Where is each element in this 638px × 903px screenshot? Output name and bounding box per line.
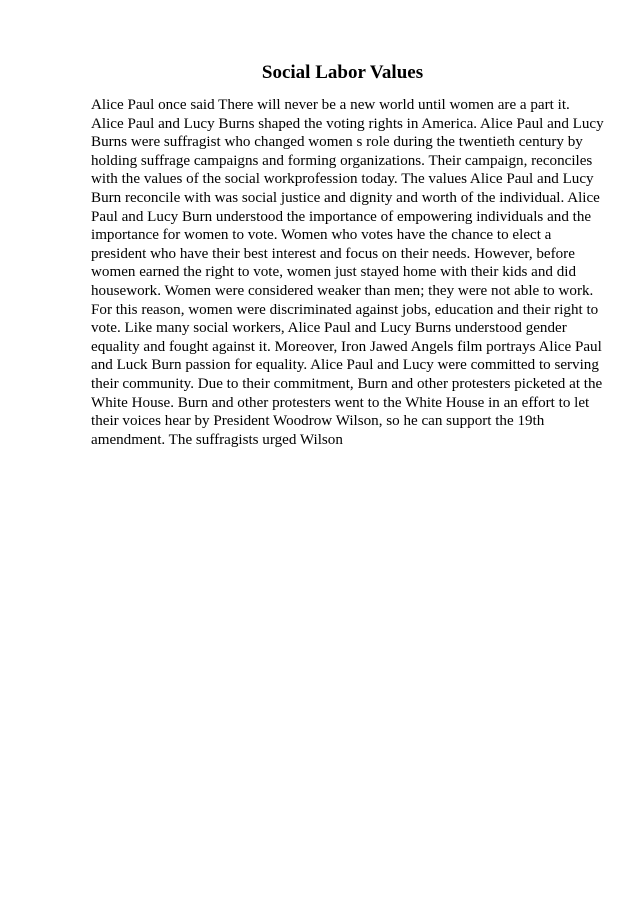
body-line: importance for women to vote. Women who votes have the chance to elect a xyxy=(91,227,552,244)
body-line: equality and fought against it. Moreover, Iron Jawed Angels film portrays Alice Paul xyxy=(91,338,602,355)
body-line: Alice Paul and Lucy Burns shaped the voting rights in America. Alice Paul and Lucy xyxy=(91,115,604,132)
body-line: president who have their best interest and focus on their needs. However, before xyxy=(91,245,575,262)
body-line: with the values of the social workprofession today. The values Alice Paul and Lucy xyxy=(91,171,594,188)
body-line: their voices hear by President Woodrow Wilson, so he can support the 19th xyxy=(91,413,545,430)
body-line: Burns were suffragist who changed women s role during the twentieth century by xyxy=(91,134,583,151)
document-title: Social Labor Values xyxy=(261,62,424,83)
body-line: Burn reconcile with was social justice and dignity and worth of the individual. Alice xyxy=(91,189,600,206)
body-line: Paul and Lucy Burn understood the importance of empowering individuals and the xyxy=(91,208,592,225)
body-line: White House. Burn and other protesters went to the White House in an effort to let xyxy=(91,394,590,411)
body-line: and Luck Burn passion for equality. Alice Paul and Lucy were committed to serving xyxy=(91,357,599,374)
body-line: women earned the right to vote, women just stayed home with their kids and did xyxy=(91,264,576,281)
body-line: Alice Paul once said There will never be a new world until women are a part it. xyxy=(91,97,570,113)
body-line: their community. Due to their commitment, Burn and other protesters picketed at the xyxy=(91,375,603,392)
body-line: housework. Women were considered weaker than men; they were not able to work. xyxy=(91,282,594,299)
body-line: holding suffrage campaigns and forming organizations. Their campaign, reconciles xyxy=(91,152,593,169)
body-line: For this reason, women were discriminated against jobs, education and their right to xyxy=(91,301,599,318)
body-line: amendment. The suffragists urged Wilson xyxy=(91,431,343,448)
document-body xyxy=(91,96,604,449)
body-line: vote. Like many social workers, Alice Paul and Lucy Burns understood gender xyxy=(91,320,567,337)
